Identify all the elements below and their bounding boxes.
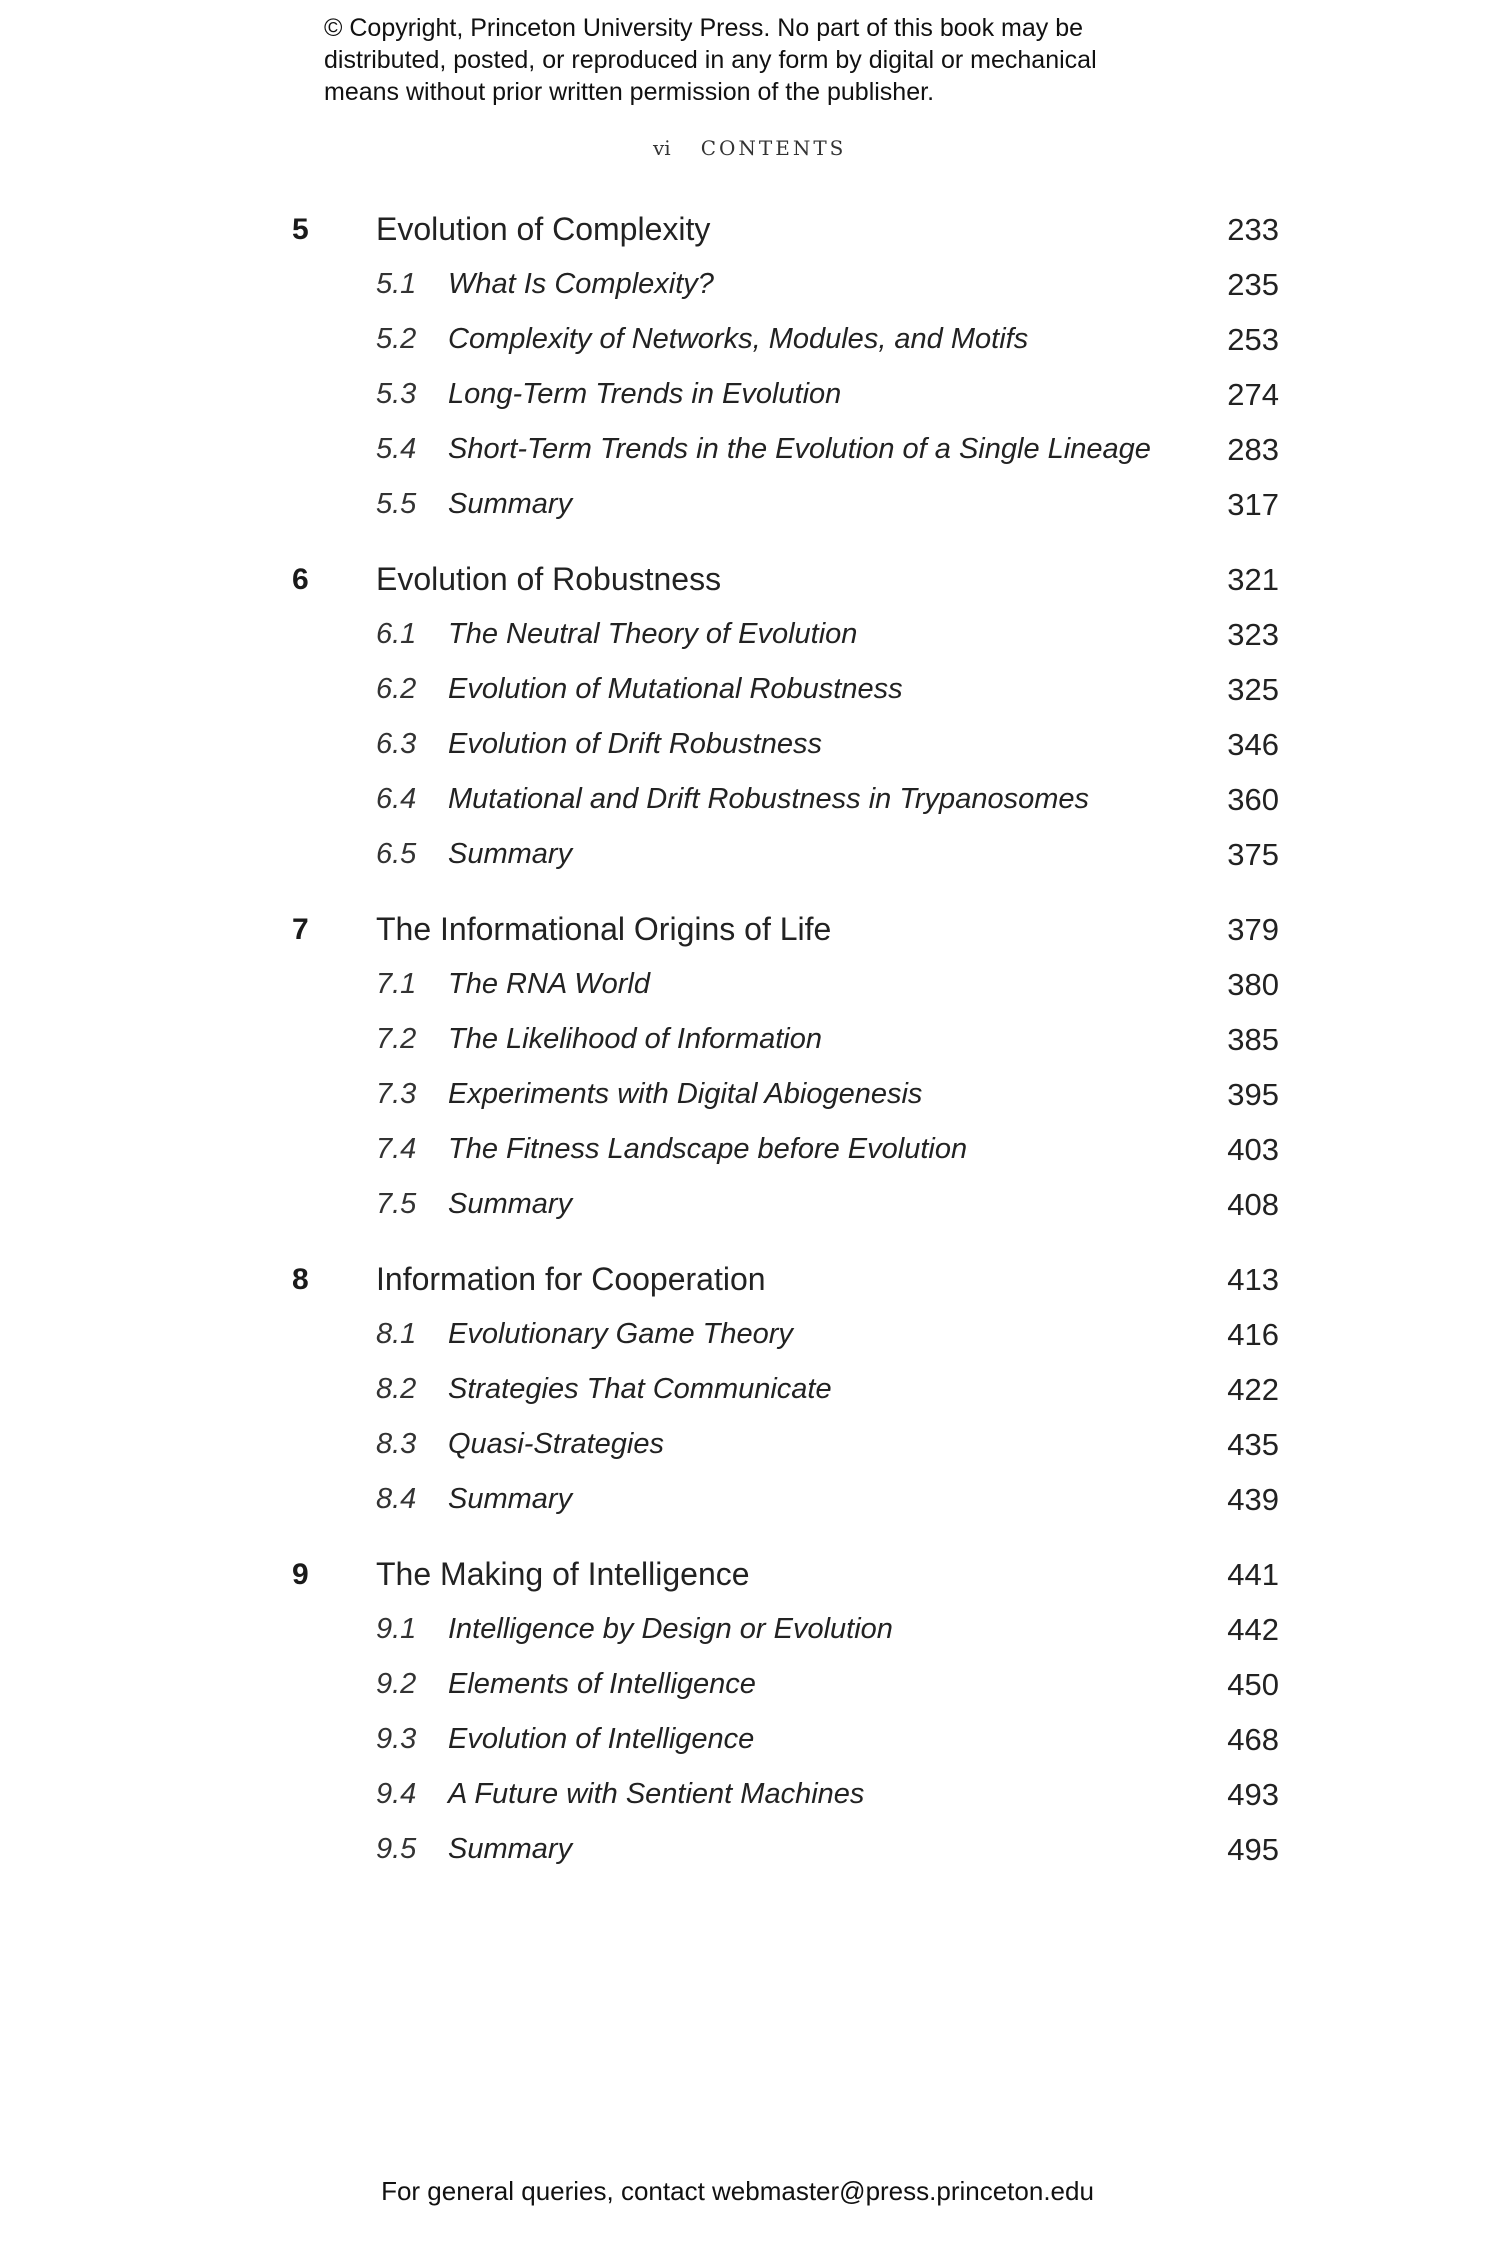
chapter-title: The Informational Origins of Life [376, 911, 832, 947]
section-row[interactable] [0, 1712, 1500, 1767]
chapter-row[interactable] [0, 552, 1500, 607]
section-number: 8.4 [376, 1483, 417, 1515]
section-number: 9.2 [376, 1668, 417, 1700]
page-number: 380 [1227, 967, 1279, 1002]
chapter-row[interactable] [0, 202, 1500, 257]
chapter-number: 7 [292, 913, 309, 946]
section-number: 9.3 [376, 1723, 417, 1755]
chapter-title: Evolution of Robustness [376, 561, 722, 597]
section-number: 5.3 [376, 378, 417, 410]
page-number: 439 [1227, 1482, 1279, 1517]
section-title: Strategies That Communicate [448, 1373, 832, 1405]
table-of-contents [0, 202, 1500, 1897]
toc-chapter [0, 1547, 1500, 1877]
page-number: 495 [1227, 1832, 1279, 1867]
section-number: 9.4 [376, 1778, 417, 1810]
footer-contact: For general queries, contact webmaster@press.princeton.edu [381, 2176, 1094, 2206]
toc-chapter [0, 552, 1500, 882]
section-title: What Is Complexity? [448, 268, 714, 300]
section-row[interactable] [0, 1767, 1500, 1822]
section-number: 9.1 [376, 1613, 417, 1645]
chapter-row[interactable] [0, 1547, 1500, 1602]
section-row[interactable] [0, 1012, 1500, 1067]
section-title: Summary [448, 838, 573, 870]
section-row[interactable] [0, 1602, 1500, 1657]
copyright-notice [324, 12, 1097, 108]
section-row[interactable] [0, 312, 1500, 367]
page-number: 450 [1227, 1667, 1279, 1702]
page-number: 233 [1227, 212, 1279, 247]
section-title: A Future with Sentient Machines [448, 1778, 865, 1810]
section-row[interactable] [0, 662, 1500, 717]
page-number: vi [653, 136, 671, 160]
section-title: Summary [448, 1483, 573, 1515]
section-row[interactable] [0, 1417, 1500, 1472]
section-row[interactable] [0, 1657, 1500, 1712]
section-title: The Neutral Theory of Evolution [448, 618, 858, 650]
section-title: Mutational and Drift Robustness in Trypanosomes [448, 783, 1089, 815]
section-title: The RNA World [448, 968, 650, 1000]
section-number: 8.2 [376, 1373, 417, 1405]
section-title: Evolution of Intelligence [448, 1723, 755, 1755]
section-row[interactable] [0, 1362, 1500, 1417]
section-title: The Likelihood of Information [448, 1023, 822, 1055]
page-number: 442 [1227, 1612, 1279, 1647]
section-number: 8.1 [376, 1318, 417, 1350]
chapter-title: Information for Cooperation [376, 1261, 766, 1297]
section-title: Evolution of Drift Robustness [448, 728, 822, 760]
page-number: 395 [1227, 1077, 1279, 1112]
section-row[interactable] [0, 1067, 1500, 1122]
section-title: Evolution of Mutational Robustness [448, 673, 903, 705]
section-title: Summary [448, 1833, 573, 1865]
section-row[interactable] [0, 957, 1500, 1012]
page-number: 360 [1227, 782, 1279, 817]
page-number: 375 [1227, 837, 1279, 872]
page-number: 235 [1227, 267, 1279, 302]
page-number: 346 [1227, 727, 1279, 762]
section-row[interactable] [0, 607, 1500, 662]
page-number: 379 [1227, 912, 1279, 947]
chapter-title: The Making of Intelligence [376, 1556, 750, 1592]
page-number: 323 [1227, 617, 1279, 652]
section-title: Experiments with Digital Abiogenesis [448, 1078, 923, 1110]
section-number: 6.2 [376, 673, 417, 705]
page-number: 253 [1227, 322, 1279, 357]
section-number: 6.4 [376, 783, 417, 815]
chapter-number: 9 [292, 1558, 309, 1591]
section-row[interactable] [0, 772, 1500, 827]
copyright-line: means without prior written permission of the publisher. [324, 78, 935, 106]
chapter-row[interactable] [0, 1252, 1500, 1307]
page-number: 408 [1227, 1187, 1279, 1222]
section-row[interactable] [0, 1822, 1500, 1877]
section-title: Complexity of Networks, Modules, and Motifs [448, 323, 1029, 355]
section-number: 5.4 [376, 433, 417, 465]
section-title: The Fitness Landscape before Evolution [448, 1133, 968, 1165]
page-number: 274 [1227, 377, 1279, 412]
section-number: 7.2 [376, 1023, 417, 1055]
page-number: 413 [1227, 1262, 1279, 1297]
page-number: 403 [1227, 1132, 1279, 1167]
chapter-row[interactable] [0, 902, 1500, 957]
section-title: Elements of Intelligence [448, 1668, 756, 1700]
section-row[interactable] [0, 257, 1500, 312]
page-number: 416 [1227, 1317, 1279, 1352]
section-number: 7.4 [376, 1133, 417, 1165]
page-number: 441 [1227, 1557, 1279, 1592]
copyright-line: © Copyright, Princeton University Press. No part of this book may be [324, 14, 1084, 42]
section-number: 5.5 [376, 488, 417, 520]
chapter-title: Evolution of Complexity [376, 211, 711, 247]
copyright-line: distributed, posted, or reproduced in any form by digital or mechanical [324, 46, 1097, 74]
section-number: 5.1 [376, 268, 417, 300]
section-row[interactable] [0, 1122, 1500, 1177]
section-row[interactable] [0, 827, 1500, 882]
section-title: Intelligence by Design or Evolution [448, 1613, 893, 1645]
page-number: 468 [1227, 1722, 1279, 1757]
chapter-number: 6 [292, 563, 309, 596]
chapter-number: 8 [292, 1263, 309, 1296]
section-row[interactable] [0, 1307, 1500, 1362]
running-head [653, 136, 846, 160]
page-number: 435 [1227, 1427, 1279, 1462]
page-number: 321 [1227, 562, 1279, 597]
running-title: CONTENTS [700, 136, 847, 160]
toc-chapter [0, 1252, 1500, 1527]
page-number: 317 [1227, 487, 1279, 522]
section-number: 5.2 [376, 323, 417, 355]
section-number: 6.3 [376, 728, 417, 760]
section-number: 9.5 [376, 1833, 417, 1865]
section-row[interactable] [0, 1177, 1500, 1232]
page-number: 422 [1227, 1372, 1279, 1407]
page-number: 385 [1227, 1022, 1279, 1057]
section-title: Quasi-Strategies [448, 1428, 664, 1460]
section-row[interactable] [0, 477, 1500, 532]
section-row[interactable] [0, 422, 1500, 477]
section-title: Evolutionary Game Theory [448, 1318, 793, 1350]
section-title: Summary [448, 1188, 573, 1220]
section-title: Summary [448, 488, 573, 520]
page-number: 493 [1227, 1777, 1279, 1812]
section-number: 8.3 [376, 1428, 417, 1460]
section-row[interactable] [0, 717, 1500, 772]
section-number: 7.3 [376, 1078, 417, 1110]
page-number: 283 [1227, 432, 1279, 467]
page-number: 325 [1227, 672, 1279, 707]
section-number: 6.1 [376, 618, 417, 650]
section-number: 6.5 [376, 838, 417, 870]
toc-chapter [0, 902, 1500, 1232]
section-number: 7.5 [376, 1188, 417, 1220]
toc-chapter [0, 202, 1500, 532]
section-title: Long-Term Trends in Evolution [448, 378, 842, 410]
section-number: 7.1 [376, 968, 417, 1000]
section-row[interactable] [0, 1472, 1500, 1527]
section-title: Short-Term Trends in the Evolution of a Single Lineage [448, 433, 1151, 465]
section-row[interactable] [0, 367, 1500, 422]
chapter-number: 5 [292, 213, 309, 246]
